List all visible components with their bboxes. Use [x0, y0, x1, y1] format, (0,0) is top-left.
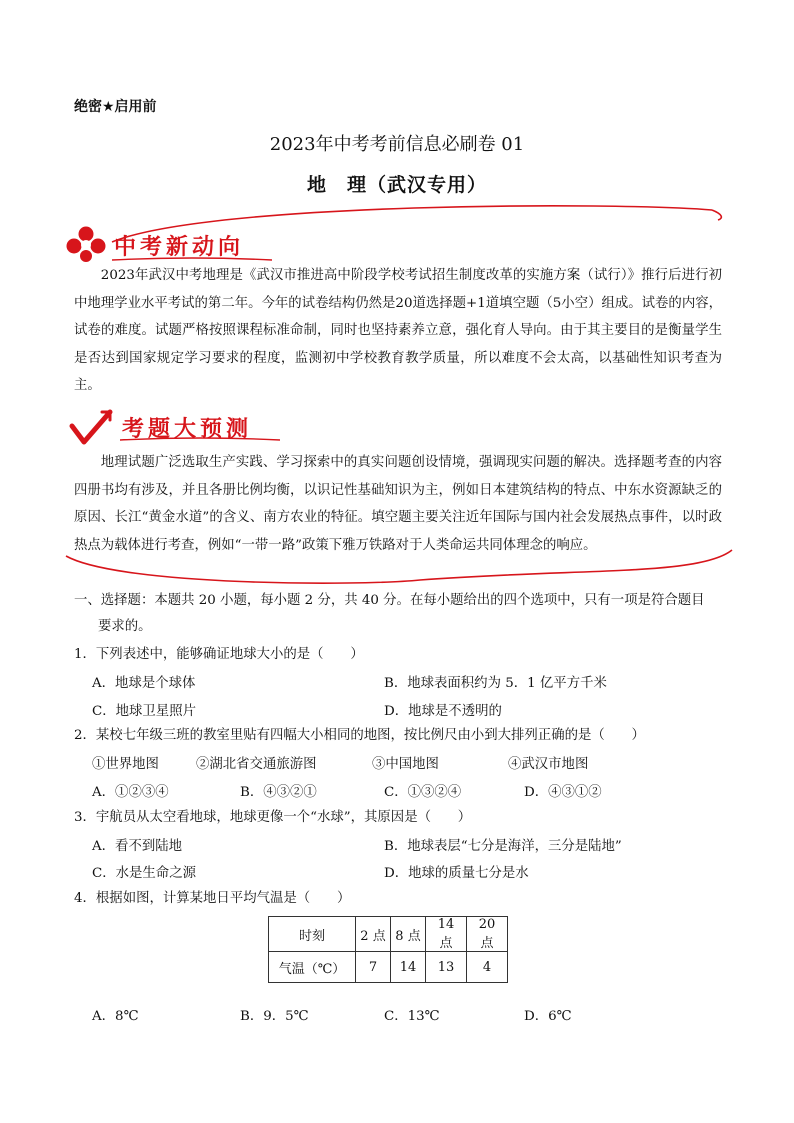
q1-option-b[interactable]: B．地球表面积约为 5．1 亿平方千米 [384, 676, 607, 691]
trends-paragraph: 2023年武汉中考地理是《武汉市推进高中阶段学校考试招生制度改革的实施方案（试行）》推行后进行初中地理学业水平考试的第二年。今年的试卷结构仍然是20道选择题+1道填空题（5小空）组成。试卷的内容，试卷的难度。试题严格按照课程标准命制，同时也坚持素养立意，强化育人导向。由于其主要目的是衡量学生是否达到国家规定学习要求的程度，监测初中学校教育教学质量，所以难度不会太高，以基础性知识考查为主。 [74, 268, 722, 393]
section-heading-forecast: 考题大预测 [122, 417, 253, 442]
q3-option-a[interactable]: A．看不到陆地 [92, 839, 183, 854]
table-cell: 7 [356, 952, 391, 983]
table-cell: 4 [467, 952, 508, 983]
q2-option-b[interactable]: B．④③②① [240, 785, 317, 800]
exam-title: 2023年中考考前信息必刷卷 01 [269, 134, 525, 155]
table-cell: 20 点 [467, 917, 508, 952]
q1-option-a[interactable]: A．地球是个球体 [92, 676, 196, 691]
question-4-stem: 4．根据如图，计算某地日平均气温是（ ） [74, 891, 351, 906]
q2-map-1: ①世界地图 [92, 757, 159, 772]
question-1-stem: 1．下列表述中，能够确证地球大小的是（ ） [74, 647, 364, 662]
exam-subtitle: 地 理（武汉专用） [306, 174, 487, 196]
q2-option-c[interactable]: C．①③②④ [384, 785, 462, 800]
q1-option-d[interactable]: D．地球是不透明的 [384, 704, 502, 719]
table-cell: 14 [391, 952, 426, 983]
question-3-stem: 3．宇航员从太空看地球，地球更像一个“水球”，其原因是（ ） [74, 810, 472, 825]
table-cell: 气温（℃） [269, 952, 356, 983]
confidential-label: 绝密★启用前 [74, 99, 157, 115]
clover-icon [66, 226, 106, 262]
table-cell: 8 点 [391, 917, 426, 952]
q3-option-c[interactable]: C．水是生命之源 [92, 866, 196, 881]
table-cell: 14 点 [426, 917, 467, 952]
q4-option-d[interactable]: D．6℃ [524, 1009, 572, 1024]
q2-map-3: ③中国地图 [372, 757, 439, 772]
table-row [269, 952, 508, 983]
table-row [269, 917, 508, 952]
q2-option-a[interactable]: A．①②③④ [92, 785, 169, 800]
q4-option-a[interactable]: A．8℃ [92, 1009, 139, 1024]
forecast-paragraph: 地理试题广泛选取生产实践、学习探索中的真实问题创设情境，强调现实问题的解决。选择题考查的内容四册书均有涉及，并且各册比例均衡，以识记性基础知识为主，例如日本建筑结构的特点、中东水资源缺乏的原因、长江“黄金水道”的含义、南方农业的特征。填空题主要关注近年国际与国内社会发展热点事件，以时政热点为载体进行考查，例如“一带一路”政策下雅万铁路对于人类命运共同体理念的响应。 [74, 455, 722, 553]
q2-map-4: ④武汉市地图 [508, 757, 589, 772]
q4-option-b[interactable]: B．9．5℃ [240, 1009, 309, 1024]
part-instruction-line2: 要求的。 [98, 619, 152, 634]
question-2-stem: 2．某校七年级三班的教室里贴有四幅大小相同的地图，按比例尺由小到大排列正确的是（ ） [74, 728, 645, 743]
table-cell: 13 [426, 952, 467, 983]
temperature-table [268, 916, 508, 983]
heading-underline-2 [120, 436, 280, 444]
section-heading-trends: 中考新动向 [114, 235, 245, 260]
q1-option-c[interactable]: C．地球卫星照片 [92, 704, 196, 719]
q3-option-d[interactable]: D．地球的质量七分是水 [384, 866, 529, 881]
table-cell: 2 点 [356, 917, 391, 952]
table-cell: 时刻 [269, 917, 356, 952]
q3-option-b[interactable]: B．地球表层“七分是海洋，三分是陆地” [384, 839, 622, 854]
q4-option-c[interactable]: C．13℃ [384, 1009, 440, 1024]
checkmark-icon [68, 408, 114, 448]
q2-map-2: ②湖北省交通旅游图 [196, 757, 317, 772]
part-instruction-line1: 一、选择题：本题共 20 小题，每小题 2 分，共 40 分。在每小题给出的四个选项中，只有一项是符合题目 [74, 593, 705, 608]
q2-option-d[interactable]: D．④③①② [524, 785, 602, 800]
